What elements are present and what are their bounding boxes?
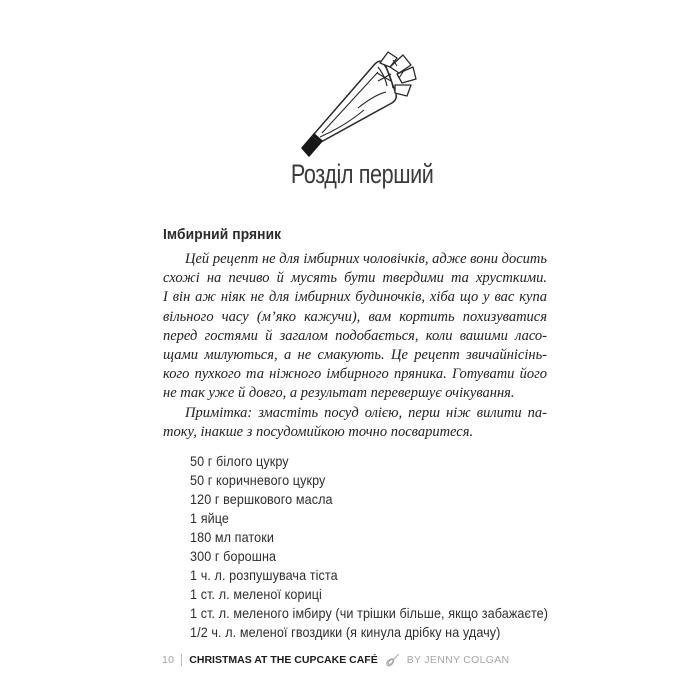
ingredient-item: 1 ст. л. меленого імбиру (чи трішки більше, якщо забажаєте) [190,605,549,621]
page-footer [162,652,509,668]
paragraph-line: вільного часу (м’яко кажучи), вам кортить похизуватися [163,308,547,325]
paragraph-line: Примітка: змастіть посуд олією, перш ніж вилити па- [185,404,547,421]
paragraph-line: кого пухкого та ніжного імбирного пряника. Готувати його [163,366,547,383]
ingredient-item: 120 г вершкового масла [190,491,333,507]
recipe-heading [163,226,547,243]
ingredient-item: 1 яйце [190,510,229,526]
chapter-title-text: Розділ перший [290,159,434,189]
piping-bag-icon [298,50,424,158]
byline: BY JENNY COLGAN [406,654,510,666]
paragraph-line: Цей рецепт не для імбирних чоловічків, адже вони досить [185,251,547,267]
recipe-heading-text: Імбирний пряник [163,226,282,243]
paragraph-line: току, інакше з посудомийкою точно посваритеся. [163,423,474,440]
ingredient-list [190,452,590,642]
recipe-content [163,226,547,442]
ingredient-item: 50 г білого цукру [190,453,289,469]
ingredient-item: 1/2 ч. л. меленої гвоздики (я кинула дрібку на удачу) [190,624,501,640]
ingredient-item: 1 ст. л. меленої кориці [190,586,322,602]
ingredient-item: 300 г борошна [190,548,277,564]
paragraph-line: щами милуються, а не смакують. Це рецепт звичайнісінь- [163,347,547,364]
ingredient-item: 50 г коричневого цукру [190,472,326,488]
book-title: CHRISTMAS AT THE CUPCAKE CAFÉ [189,654,378,666]
page-number: 10 [162,654,175,666]
footer-divider [181,654,182,666]
paragraph-line: не так уже й довго, а результат перевершує очікування. [163,385,515,402]
chapter-title [170,159,554,190]
paragraph-line: схожі на печиво й мусять бути твердими та хрусткими. [163,270,547,287]
recipe-paragraph-1 [163,250,547,404]
whisk-icon [385,653,400,667]
ingredient-item: 1 ч. л. розпушувача тіста [190,567,338,583]
ingredient-item: 180 мл патоки [190,529,274,545]
paragraph-line: перед гостями й загалом подобається, коли вашими ласо- [163,327,547,344]
paragraph-line: І він аж ніяк не для імбирних будиночків, хіба що у вас купа [163,289,547,306]
recipe-paragraph-2 [163,404,547,442]
piping-bag-illustration [298,50,424,158]
